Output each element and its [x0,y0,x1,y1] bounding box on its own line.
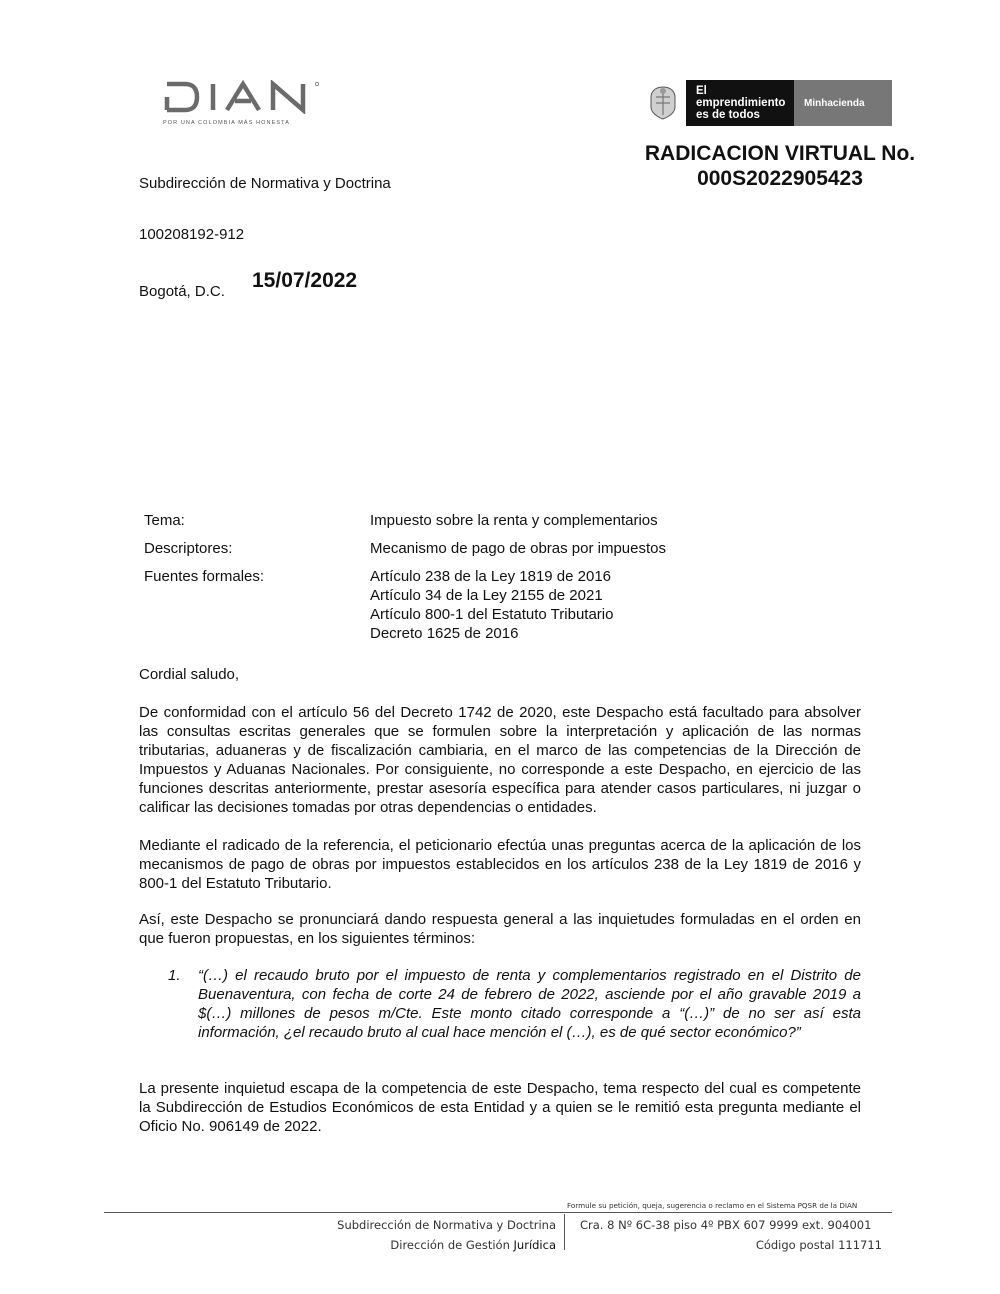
dian-tagline: POR UNA COLOMBIA MÁS HONESTA [163,120,290,126]
office-name: Subdirección de Normativa y Doctrina [139,175,391,192]
meta-value: Mecanismo de pago de obras por impuestos [370,540,667,557]
paragraph-competence: De conformidad con el artículo 56 del Decreto 1742 de 2020, este Despacho está facultado para absolver las consultas escritas generales que se formulen sobre la interpretación y aplicación de las normas tributarias, aduaneras y de fiscalización cambiaria, en el marco de las competencias de la Dirección de Impuestos y Aduanas Nacionales. Por consiguiente, no corresponde a este Despacho, en ejercicio de las funciones descritas anteriormente, prestar asesoría específica para atender casos particulares, ni juzgar o calificar las decisiones tomadas por otras dependencias o entidades. [139,704,861,816]
radicacion-number [620,141,940,191]
footer-divider [104,1212,892,1213]
meta-value: Artículo 800-1 del Estatuto Tributario [370,606,614,623]
ministry-name: Minhacienda [794,80,892,126]
greeting: Cordial saludo, [139,666,240,683]
city: Bogotá, D.C. [139,283,225,300]
question-text: “(…) el recaudo bruto por el impuesto de renta y complementarios registrado en el Distrito de Buenaventura, con fecha de corte 24 de febrero de 2022, asciende por el año gravable 2019 a $(…) millones de pesos m/Cte. Este monto citado corresponde a “(…)” de no ser así esta información, ¿el recaudo bruto al cual hace mención el (…), es de qué sector económico?” [198,967,861,1041]
paragraph-answer: La presente inquietud escapa de la competencia de este Despacho, tema respecto del cual es competente la Subdirección de Estudios Económicos de esta Entidad y a quien se le remitió esta pregunta mediante el Oficio No. 906149 de 2022. [139,1080,861,1135]
meta-row-fuentes [144,567,666,643]
footer-pqsr-note: Formule su petición, queja, sugerencia o reclamo en el Sistema PQSR de la DIAN [567,1201,858,1210]
meta-label: Descriptores: [144,540,233,557]
paragraph-request: Mediante el radicado de la referencia, el peticionario efectúa unas preguntas acerca de la aplicación de los mecanismos de pago de obras por impuestos establecidos en los artículos 238 de la Ley 1819 de 2016 y 800-1 del Estatuto Tributario. [139,837,861,892]
meta-row-descriptores [144,539,666,558]
paragraph-intro: Así, este Despacho se pronunciará dando respuesta general a las inquietudes formuladas en el orden en que fueron propuestas, en los siguientes términos: [139,911,861,947]
radicacion-code: 000S2022905423 [697,167,863,190]
footer-direction-prefix: Dirección de Gestión [390,1238,510,1252]
question-number: 1. [168,967,181,984]
footer-postal-code: Código postal 111711 [755,1238,882,1252]
footer-office-line2 [260,1235,556,1255]
subject-table [144,511,666,652]
slogan-line-1: El emprendimiento [696,85,786,109]
meta-label: Fuentes formales: [144,568,265,585]
footer-direction-suffix: Jurídica [513,1238,556,1252]
ministry-slogan [686,80,794,126]
meta-row-tema [144,511,666,530]
meta-value: Artículo 34 de la Ley 2155 de 2021 [370,587,603,604]
meta-value: Artículo 238 de la Ley 1819 de 2016 [370,568,612,585]
footer-address [580,1215,882,1255]
dian-logo [163,80,321,126]
meta-value: Decreto 1625 de 2016 [370,625,519,642]
footer-vertical-divider [564,1214,565,1250]
minhacienda-logo [640,80,892,126]
footer-office-line1: Subdirección de Normativa y Doctrina [337,1218,556,1232]
dian-wordmark-icon [163,80,321,114]
footer-office [260,1215,556,1255]
radicacion-label: RADICACION VIRTUAL No. [644,142,916,165]
footer-address-line1: Cra. 8 Nº 6C-38 piso 4º PBX 607 9999 ext. 904001 [580,1218,872,1232]
meta-label: Tema: [144,512,185,529]
reference-number: 100208192-912 [139,226,245,243]
slogan-line-2: es de todos [696,109,760,121]
letter-date: 15/07/2022 [252,269,358,292]
coat-of-arms-icon [640,80,686,126]
meta-value: Impuesto sobre la renta y complementarios [370,512,658,529]
question-item [168,966,861,1042]
